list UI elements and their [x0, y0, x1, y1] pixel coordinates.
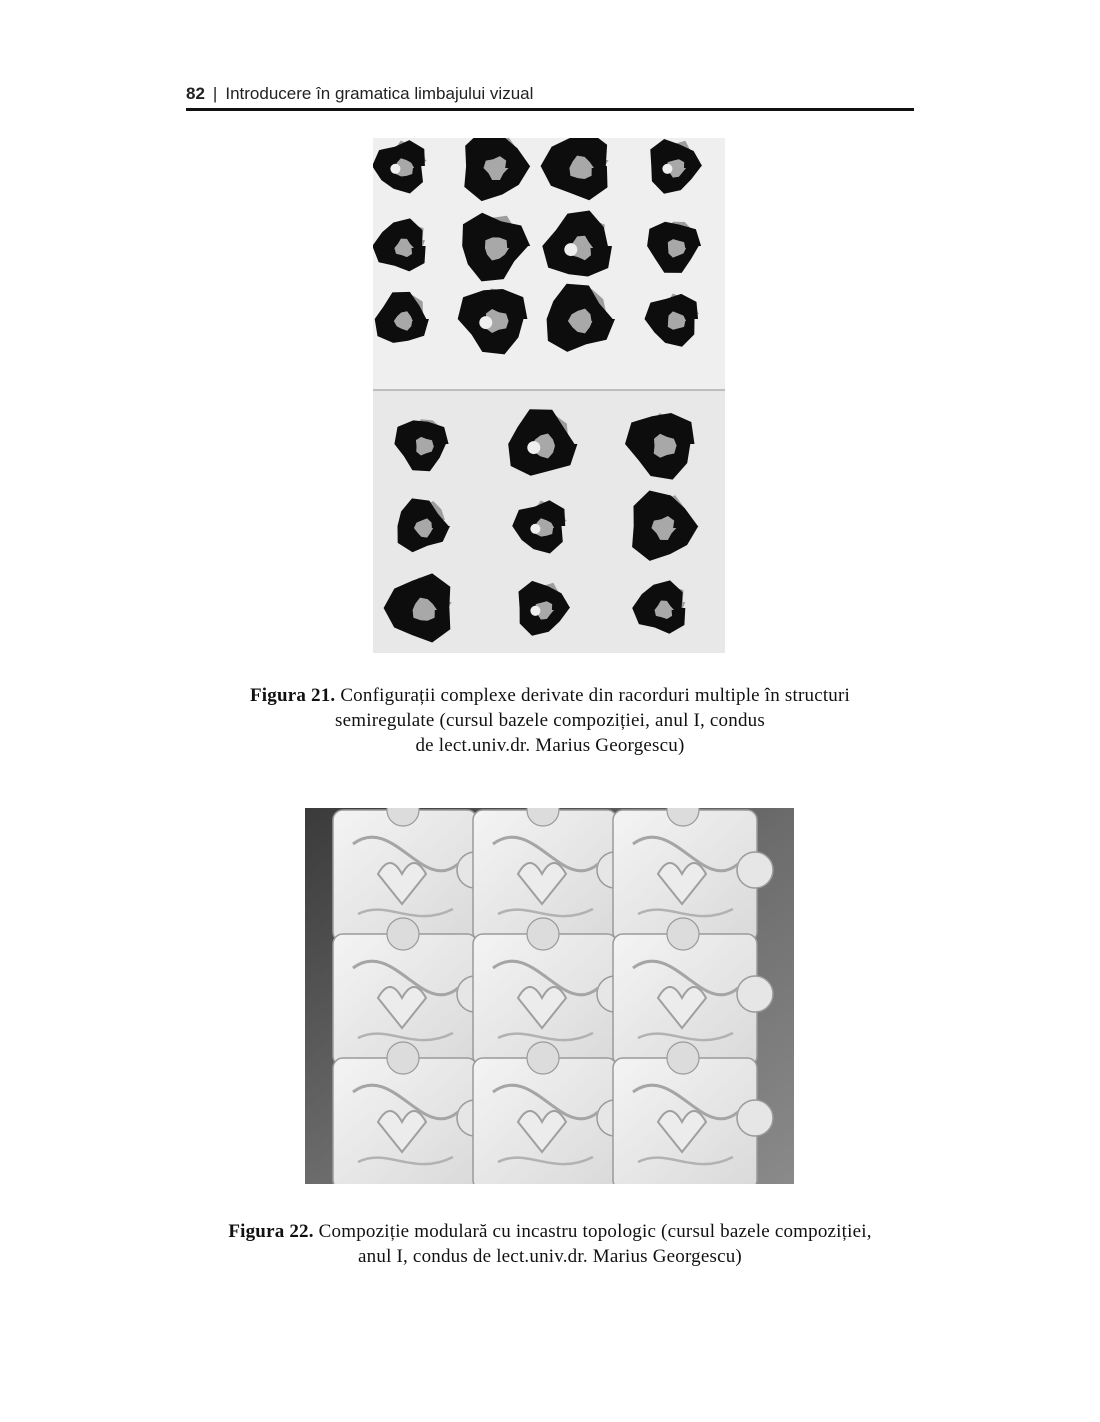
relief-tile	[613, 1042, 773, 1184]
running-header	[186, 84, 914, 110]
header-separator: |	[212, 84, 218, 103]
figure-21-caption-line-2: semiregulate (cursul bazele compoziției, anul I, condus	[335, 710, 765, 731]
figure-22-caption-line-2: anul I, condus de lect.univ.dr. Marius Georgescu)	[358, 1246, 742, 1267]
running-title: Introducere în gramatica limbajului vizual	[225, 84, 534, 103]
figure-22-label: Figura 22.	[228, 1221, 314, 1242]
figure-21-caption-line-1: Figura 21. Configurații complexe derivate din racorduri multiple în structuri	[249, 685, 851, 706]
relief-tile	[333, 918, 493, 1066]
relief-tile	[613, 918, 773, 1066]
figure-21-image	[373, 138, 725, 653]
page-number: 82	[186, 84, 205, 103]
figure-21-label: Figura 21.	[249, 685, 336, 706]
relief-tile	[473, 918, 633, 1066]
figure-21-caption	[150, 683, 950, 758]
relief-tile	[473, 1042, 633, 1184]
figure-22-caption-line-1: Figura 22. Compoziție modulară cu incastru topologic (cursul bazele compoziției,	[228, 1221, 872, 1242]
figure-21-caption-line-3: de lect.univ.dr. Marius Georgescu)	[415, 735, 685, 756]
header-rule	[186, 108, 914, 111]
figure-22-image	[305, 808, 794, 1184]
figure-22-caption	[150, 1219, 950, 1269]
relief-tile	[333, 1042, 493, 1184]
